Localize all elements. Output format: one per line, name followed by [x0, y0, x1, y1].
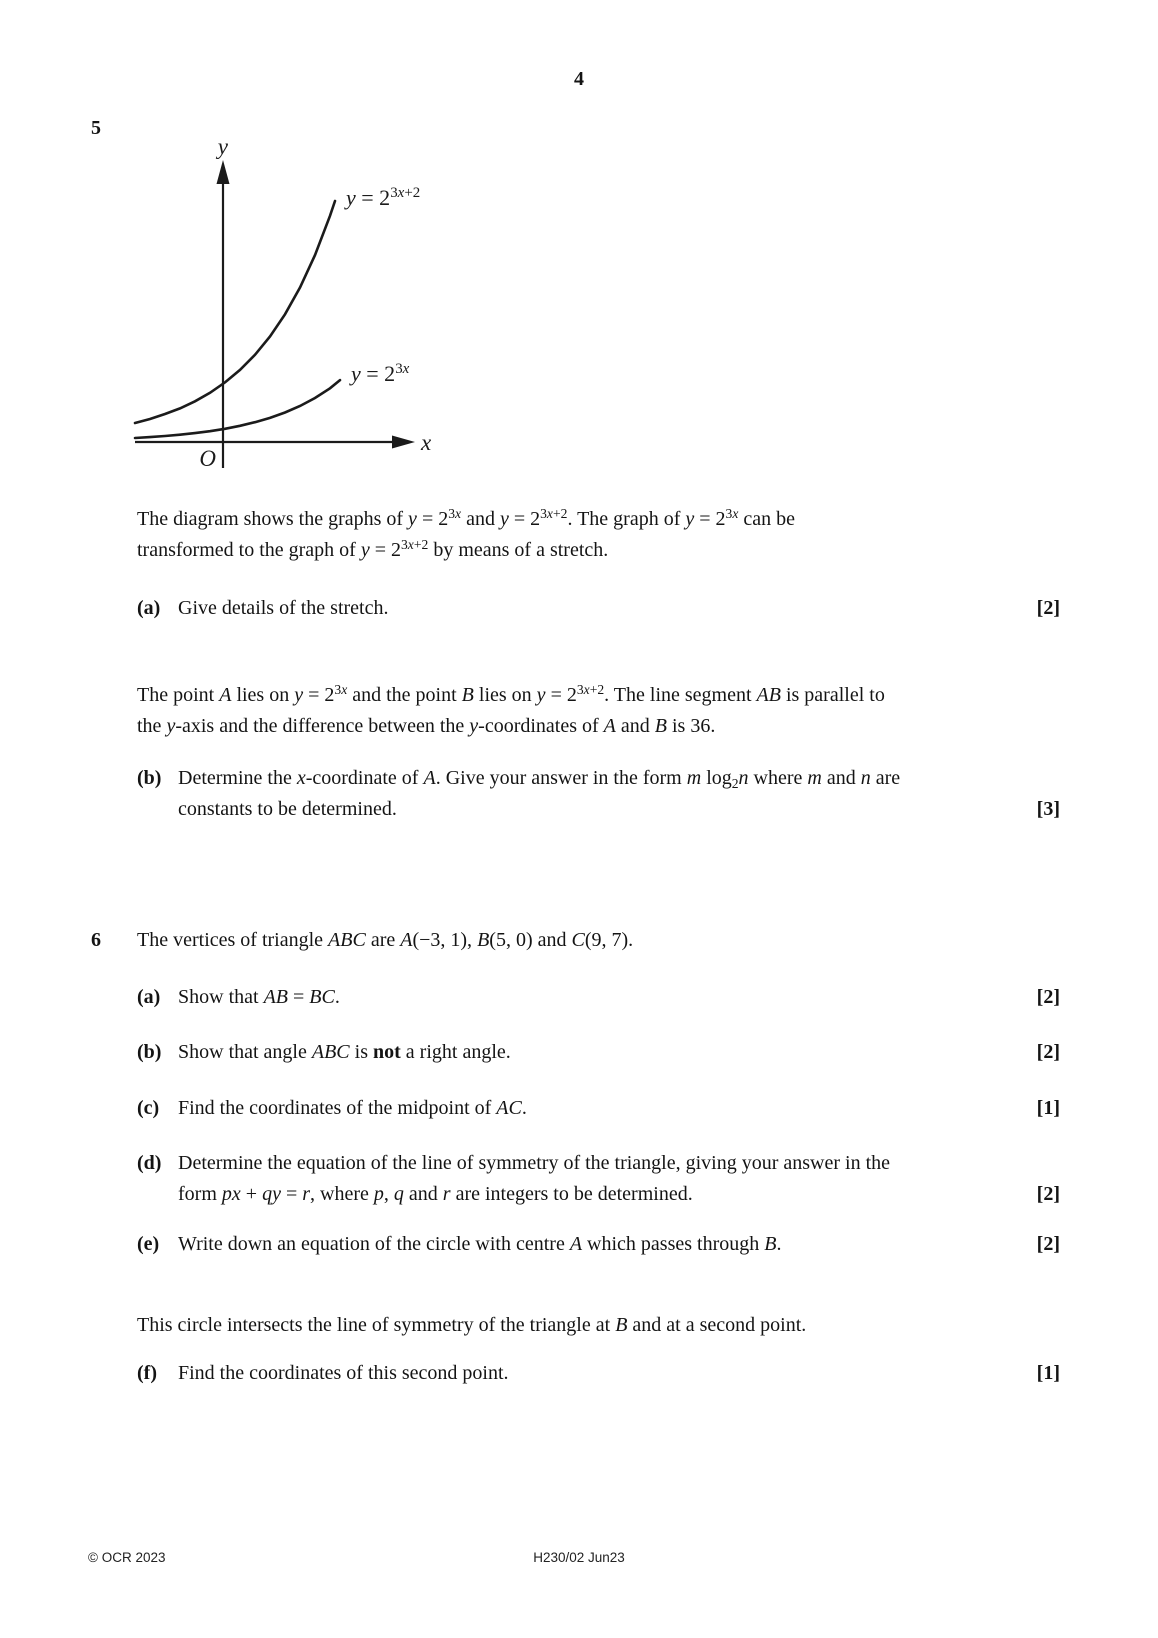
q6-part-f: [137, 1358, 1060, 1389]
marks-badge: [2]: [1036, 986, 1060, 1008]
curve-upper: [135, 201, 335, 423]
part-text: Determine the x-coordinate of A. Give your answer in the form m $\log_2n$ where m and n are: [178, 767, 901, 791]
paragraph-line: The vertices of triangle ABC are A(−3, 1), B(5, 0) and C(9, 7).: [137, 929, 634, 951]
part-label: (a): [137, 986, 161, 1008]
q6-intro-paragraph: [137, 925, 1060, 956]
part-text: Write down an equation of the circle with centre A which passes through B.: [178, 1233, 782, 1255]
y-axis-label: y: [217, 140, 228, 159]
curve-lower: [135, 380, 340, 438]
part-text: Find the coordinates of the midpoint of AC.: [178, 1097, 527, 1119]
q6-part-e: [137, 1229, 1060, 1260]
question-5-number: 5: [91, 117, 101, 139]
part-text: form px + qy = r, where p, q and r are integers to be determined.: [178, 1183, 693, 1205]
part-text: Find the coordinates of this second point.: [178, 1362, 509, 1384]
q5-intro-paragraph: [137, 504, 1060, 566]
footer-paper-code: H230/02 Jun23: [533, 1550, 625, 1565]
marks-badge: [2]: [1036, 1041, 1060, 1063]
marks-badge: [2]: [1036, 597, 1060, 619]
part-text: constants to be determined.: [178, 798, 397, 820]
q5-second-paragraph: [137, 680, 1060, 742]
part-label: (f): [137, 1362, 157, 1384]
q5-part-a: [137, 593, 1060, 624]
part-label: (e): [137, 1233, 160, 1255]
graph-canvas: [133, 140, 513, 480]
q6-second-paragraph: [137, 1310, 1060, 1341]
question-6-number: 6: [91, 929, 101, 951]
q5-graph: [133, 140, 513, 480]
paragraph-line: This circle intersects the line of symmetry of the triangle at B and at a second point.: [137, 1314, 807, 1336]
paragraph-line: transformed to the graph of $y = 2^{3x+2}$ by means of a stretch.: [137, 536, 609, 561]
marks-badge: [2]: [1036, 1233, 1060, 1255]
paragraph-line: The diagram shows the graphs of $y = 2^{3x}$ and $y = 2^{3x+2}$. The graph of $y = 2^{3x}$ can be: [137, 505, 796, 530]
paragraph-line: The point A lies on $y = 2^{3x}$ and the point B lies on $y = 2^{3x+2}$. The line segment AB is parallel to: [137, 681, 885, 706]
q6-part-a: [137, 982, 1060, 1013]
x-axis-label: x: [421, 430, 432, 455]
origin-label: O: [199, 446, 216, 471]
part-text: Give details of the stretch.: [178, 597, 389, 619]
q5-part-b: [137, 763, 1060, 825]
marks-badge: [2]: [1036, 1183, 1060, 1205]
x-axis-arrow-icon: [392, 436, 415, 449]
part-label: (d): [137, 1152, 162, 1174]
part-label: (b): [137, 767, 162, 789]
part-text: Show that AB = BC.: [178, 986, 340, 1008]
q6-part-c: [137, 1093, 1060, 1124]
marks-badge: [1]: [1036, 1097, 1060, 1119]
q6-part-d: [137, 1148, 1060, 1210]
part-label: (a): [137, 597, 161, 619]
lower-curve-label: $y = 2^{3x}$: [351, 360, 410, 386]
part-label: (c): [137, 1097, 160, 1119]
marks-badge: [3]: [1036, 798, 1060, 820]
part-label: (b): [137, 1041, 162, 1063]
marks-badge: [1]: [1036, 1362, 1060, 1384]
q6-part-b: [137, 1037, 1060, 1068]
part-text: Show that angle ABC is not a right angle.: [178, 1041, 511, 1063]
footer-copyright: © OCR 2023: [88, 1550, 166, 1565]
upper-curve-label: $y = 2^{3x+2}$: [346, 184, 421, 210]
part-text: Determine the equation of the line of symmetry of the triangle, giving your answer in the: [178, 1152, 891, 1174]
page-number: 4: [574, 68, 584, 90]
paragraph-line: the y-axis and the difference between the y-coordinates of A and B is 36.: [137, 715, 716, 737]
y-axis-arrow-icon: [217, 160, 230, 184]
